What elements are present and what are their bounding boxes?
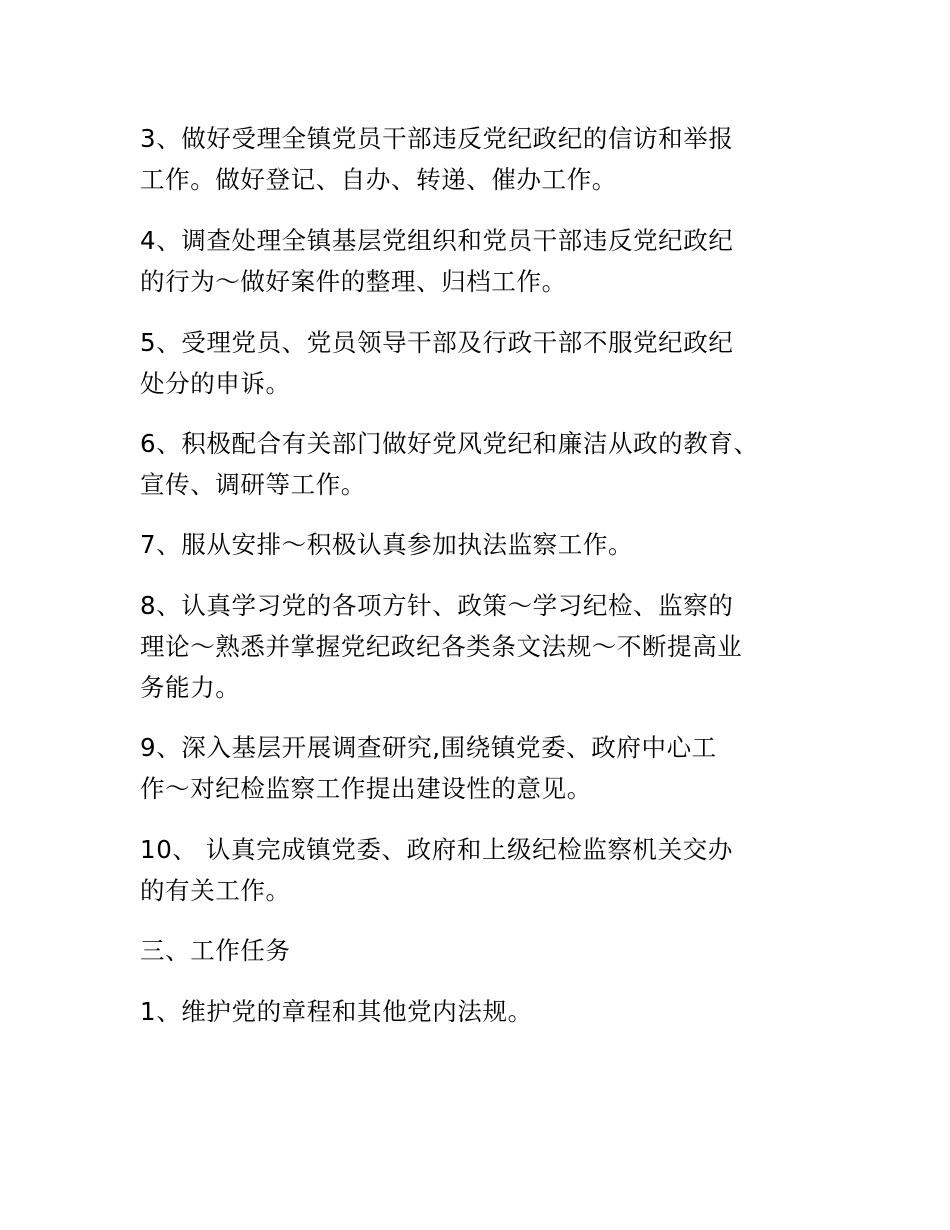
text-line: 6、积极配合有关部门做好党风党纪和廉洁从政的教育、 — [140, 429, 759, 458]
text-line: 理论～熟悉并掌握党纪政纪各类条文法规～不断提高业 — [140, 632, 743, 661]
section-heading — [140, 930, 830, 971]
paragraph-item-6 — [140, 423, 830, 505]
text-line: 4、调查处理全镇基层党组织和党员干部违反党纪政纪 — [140, 226, 734, 255]
text-line: 宣传、调研等工作。 — [140, 470, 366, 499]
paragraph-item-5 — [140, 322, 830, 404]
text-line: 7、服从安排～积极认真参加执法监察工作。 — [140, 530, 634, 559]
text-line: 处分的申诉。 — [140, 369, 291, 398]
text-line: 1、维护党的章程和其他党内法规。 — [140, 997, 533, 1026]
text-line: 9、深入基层开展调查研究,围绕镇党委、政府中心工 — [140, 733, 717, 762]
text-line: 工作。做好登记、自办、转递、催办工作。 — [140, 165, 617, 194]
text-line: 10、 认真完成镇党委、政府和上级纪检监察机关交办 — [140, 835, 733, 864]
text-line: 5、受理党员、党员领导干部及行政干部不服党纪政纪 — [140, 328, 734, 357]
paragraph-item-4 — [140, 220, 830, 302]
text-line: 务能力。 — [140, 673, 241, 702]
paragraph-item-3 — [140, 118, 830, 200]
text-line: 的行为～做好案件的整理、归档工作。 — [140, 267, 567, 296]
section-heading-text: 三、工作任务 — [140, 936, 291, 965]
paragraph-task-1 — [140, 991, 830, 1032]
paragraph-item-10 — [140, 829, 830, 911]
paragraph-item-9 — [140, 727, 830, 809]
text-line: 3、做好受理全镇党员干部违反党纪政纪的信访和举报 — [140, 124, 734, 153]
text-line: 作～对纪检监察工作提出建设性的意见。 — [140, 774, 592, 803]
paragraph-item-8 — [140, 585, 830, 708]
text-line: 8、认真学习党的各项方针、政策～学习纪检、监察的 — [140, 591, 734, 620]
paragraph-item-7 — [140, 524, 830, 565]
text-line: 的有关工作。 — [140, 876, 291, 905]
